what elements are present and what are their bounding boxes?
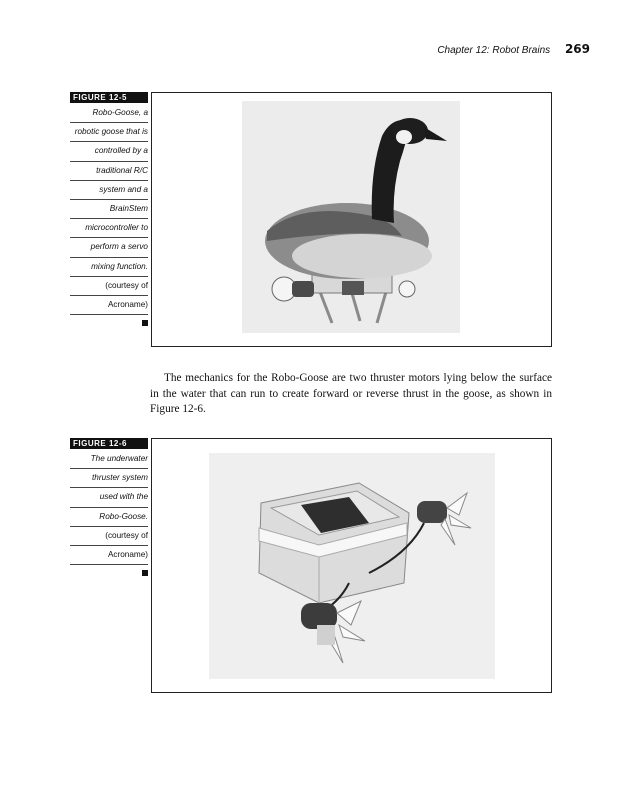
caption-line: perform a servo xyxy=(70,238,148,257)
body-paragraph: The mechanics for the Robo-Goose are two thruster motors lying below the surface in the water that can run to create forward or reverse thrust in the goose, as shown in Figure 12-6. xyxy=(150,372,552,415)
figure-12-6-frame xyxy=(151,438,552,693)
caption-line: Robo-Goose, a xyxy=(70,104,148,123)
caption-line: controlled by a xyxy=(70,142,148,161)
caption-line: system and a xyxy=(70,181,148,200)
caption-line: microcontroller to xyxy=(70,219,148,238)
figure-12-5-frame xyxy=(151,92,552,347)
end-square-icon xyxy=(142,320,148,326)
caption-line: thruster system xyxy=(70,469,148,488)
caption-line: BrainStem xyxy=(70,200,148,219)
caption-line: The underwater xyxy=(70,450,148,469)
caption-line: traditional R/C xyxy=(70,162,148,181)
figure-12-5-caption xyxy=(70,92,148,326)
running-header xyxy=(437,42,590,56)
figure-12-6-caption xyxy=(70,438,148,576)
caption-line: Acroname) xyxy=(70,546,148,565)
page-number: 269 xyxy=(564,42,590,56)
end-square-icon xyxy=(142,570,148,576)
robo-goose-photo xyxy=(242,101,460,333)
figure-12-6-label: FIGURE 12-6 xyxy=(70,438,148,449)
figure-12-6-caption-lines xyxy=(70,450,148,565)
caption-line: Robo-Goose. xyxy=(70,508,148,527)
caption-line: mixing function. xyxy=(70,258,148,277)
thruster-system-illustration xyxy=(209,453,495,679)
caption-line: used with the xyxy=(70,488,148,507)
robo-goose-illustration xyxy=(242,101,460,333)
chapter-title: Chapter 12: Robot Brains xyxy=(437,45,551,56)
caption-line: robotic goose that is xyxy=(70,123,148,142)
figure-12-5-label: FIGURE 12-5 xyxy=(70,92,148,103)
caption-line: Acroname) xyxy=(70,296,148,315)
figure-12-5-caption-lines xyxy=(70,104,148,315)
caption-line: (courtesy of xyxy=(70,277,148,296)
caption-line: (courtesy of xyxy=(70,527,148,546)
thruster-system-photo xyxy=(209,453,495,679)
